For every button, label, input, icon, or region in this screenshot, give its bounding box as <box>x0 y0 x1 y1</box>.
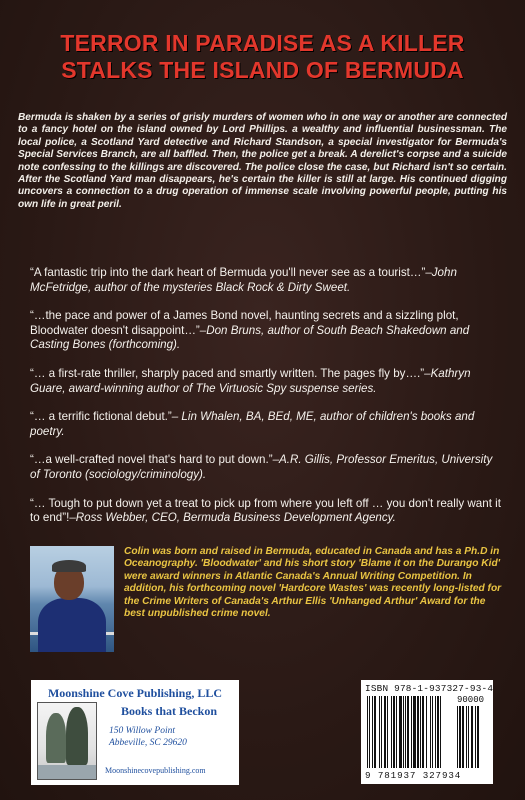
author-bio: Colin was born and raised in Bermuda, educated in Canada and has a Ph.D in Oceanography. 'Bloodwater' and his short story 'Blame it on the Durango Kid' were award winners in Atlantic Canada's Annual Writing Competition. In addition, his forthcoming novel 'Hardcore Wastes' was recently long-listed for the Crime Writers of Canada's Arthur Ellis 'Unhanged Arthur' Award for the best unpublished crime novel. <box>124 546 502 620</box>
price-addon-number: 90000 <box>457 695 485 705</box>
isbn-barcode <box>361 680 493 784</box>
barcode-main-bars <box>367 696 453 768</box>
review-quote <box>30 309 503 353</box>
review-quote <box>30 453 503 482</box>
quote-attribution: –John McFetridge, author of the mysteries Black Rock & Dirty Sweet. <box>30 266 457 294</box>
quote-text: “A fantastic trip into the dark heart of Bermuda you'll never see as a tourist…” <box>30 266 426 279</box>
synopsis: Bermuda is shaken by a series of grisly murders of women who in one way or another are connected to a fancy hotel on the island owned by Lord Phillips. a wealthy and influential businessman. The local police, a Scotland Yard detective and Richard Standson, a special investigator for Bermuda's Special Services Branch, are all baffled. Then, the police get a break. A derelict's corpse and a suicide note confessing to the killings are discovered. The police close the case, but Richard isn't so certain. After the Scotland Yard man disappears, he's certain the killer is still at large. His continued digging uncovers a connection to a drug operation of immense scale involving powerful people, putting his own life in great peril. <box>18 112 507 210</box>
barcode-bars <box>367 696 487 768</box>
barcode-bar <box>477 706 479 768</box>
publisher-address-line-1: 150 Willow Point <box>109 726 175 736</box>
review-quote <box>30 266 503 295</box>
publisher-website: Moonshinecovepublishing.com <box>105 766 206 775</box>
quote-attribution: –A.R. Gillis, Professor Emeritus, University of Toronto (sociology/criminology). <box>30 453 493 481</box>
review-quote <box>30 410 503 439</box>
review-quotes <box>30 266 503 540</box>
quote-attribution: –Ross Webber, CEO, Bermuda Business Development Agency. <box>69 511 396 525</box>
ean-number: 9 781937 327934 <box>365 770 462 781</box>
quote-text: “… a terrific fictional debut.” <box>30 410 172 424</box>
quote-text: “… Tough to put down yet a treat to pick up from where you left off … you don't really want it to end”! <box>30 496 501 525</box>
tree-illustration <box>46 713 66 763</box>
tree-illustration <box>66 707 88 765</box>
quote-text: “…the pace and power of a James Bond novel, haunting secrets and a sizzling plot, Bloodwater doesn't disappoint…” <box>30 309 459 337</box>
publisher-name: Moonshine Cove Publishing, LLC <box>47 686 223 700</box>
isbn-number: ISBN 978-1-937327-93-4 <box>365 683 494 694</box>
headline <box>0 30 525 84</box>
barcode-gap <box>441 696 442 768</box>
barcode-addon-bars <box>457 706 487 768</box>
publisher-logo <box>31 680 239 785</box>
quote-attribution: – Lin Whalen, BA, BEd, ME, author of children's books and poetry. <box>30 410 475 438</box>
water-illustration <box>38 765 96 779</box>
author-photo <box>30 546 114 652</box>
publisher-tagline: Books that Beckon <box>120 704 218 718</box>
quote-attribution: –Kathryn Guare, award-winning author of The Virtuosic Spy suspense series. <box>30 366 471 395</box>
publisher-address-line-2: Abbeville, SC 29620 <box>109 738 187 748</box>
headline-line-1: TERROR IN PARADISE AS A KILLER <box>60 30 465 56</box>
quote-text: “…a well-crafted novel that's hard to put down.” <box>30 453 273 467</box>
headline-line-2: STALKS THE ISLAND OF BERMUDA <box>61 57 464 83</box>
photo-cap <box>52 560 86 572</box>
quote-text: “… a first-rate thriller, sharply paced and smartly written. The pages fly by….” <box>30 366 425 380</box>
review-quote <box>30 367 503 396</box>
photo-shirt <box>38 598 106 652</box>
review-quote <box>30 497 503 526</box>
publisher-illustration <box>37 702 97 780</box>
quote-attribution: –Don Bruns, author of South Beach Shakedown and Casting Bones (forthcoming). <box>30 323 470 352</box>
